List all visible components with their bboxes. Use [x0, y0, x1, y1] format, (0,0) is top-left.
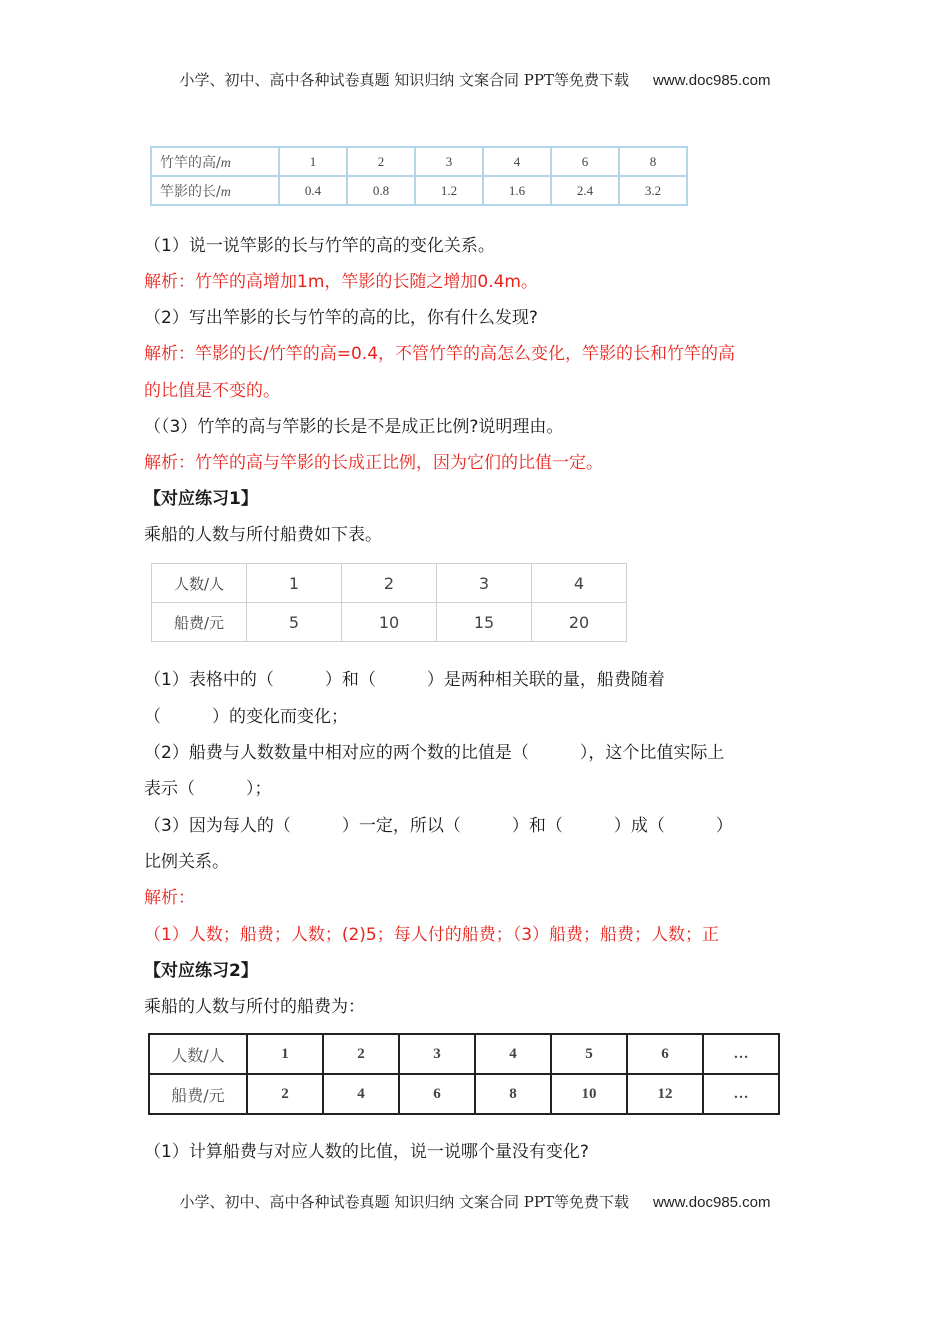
cell: …: [703, 1034, 779, 1074]
cell: 20: [532, 603, 627, 642]
exercise-2-q1: （1）计算船费与对应人数的比值，说一说哪个量没有变化?: [144, 1142, 589, 1162]
cell: 8: [619, 147, 687, 176]
cell: 1.6: [483, 176, 551, 205]
table-row: [149, 1074, 779, 1114]
table-row: [152, 603, 627, 642]
exercise-2-title: 【对应练习2】: [144, 961, 258, 981]
boat-fee-table-1: [151, 563, 627, 642]
question-3: （（3）竹竿的高与竿影的长是不是成正比例?说明理由。: [144, 417, 564, 437]
page-header: [0, 69, 950, 90]
footer-url[interactable]: www.doc985.com: [652, 1194, 771, 1211]
cell: 1.2: [415, 176, 483, 205]
row-label: 船费/元: [149, 1074, 247, 1114]
exercise-1-q2-line1: （2）船费与人数数量中相对应的两个数的比值是（ ），这个比值实际上: [144, 743, 725, 763]
cell: 4: [323, 1074, 399, 1114]
exercise-1-q1-line1: （1）表格中的（ ）和（ ）是两种相关联的量，船费随着: [144, 670, 665, 690]
row-label: 船费/元: [152, 603, 247, 642]
cell: 10: [342, 603, 437, 642]
table-row: [152, 564, 627, 603]
bamboo-table: [150, 146, 688, 206]
cell: 3.2: [619, 176, 687, 205]
exercise-2-intro: 乘船的人数与所付的船费为：: [144, 997, 365, 1017]
exercise-1-q1-line2: （ ）的变化而变化；: [144, 707, 348, 727]
question-1: （1）说一说竿影的长与竹竿的高的变化关系。: [144, 236, 495, 256]
cell: 15: [437, 603, 532, 642]
cell: 6: [399, 1074, 475, 1114]
header-url[interactable]: www.doc985.com: [652, 72, 771, 89]
cell: 2: [323, 1034, 399, 1074]
cell: 4: [532, 564, 627, 603]
table-row: [149, 1034, 779, 1074]
cell: 1: [247, 564, 342, 603]
exercise-1-title: 【对应练习1】: [144, 489, 258, 509]
cell: 0.8: [347, 176, 415, 205]
page-footer: [0, 1191, 950, 1212]
exercise-1-q3-line1: （3）因为每人的（ ）一定，所以（ ）和（ ）成（ ）: [144, 816, 733, 836]
cell: 0.4: [279, 176, 347, 205]
table-row: [151, 176, 687, 205]
answer-3: 解析：竹竿的高与竿影的长成正比例，因为它们的比值一定。: [144, 453, 603, 473]
cell: 6: [627, 1034, 703, 1074]
question-2: （2）写出竿影的长与竹竿的高的比，你有什么发现?: [144, 308, 538, 328]
exercise-1-q3-line2: 比例关系。: [144, 852, 229, 872]
cell: 2: [247, 1074, 323, 1114]
exercise-1-answer-label: 解析：: [144, 888, 195, 908]
cell: 3: [437, 564, 532, 603]
cell: 4: [475, 1034, 551, 1074]
row-label: 竹竿的高/m: [151, 147, 279, 176]
cell: 5: [247, 603, 342, 642]
cell: 3: [399, 1034, 475, 1074]
cell: 3: [415, 147, 483, 176]
table-row: [151, 147, 687, 176]
cell: 1: [247, 1034, 323, 1074]
cell: 2: [347, 147, 415, 176]
cell: 4: [483, 147, 551, 176]
row-label: 人数/人: [152, 564, 247, 603]
exercise-1-answer: （1）人数；船费；人数；(2)5；每人付的船费；（3）船费；船费；人数；正: [144, 925, 720, 945]
footer-text: 小学、初中、高中各种试卷真题 知识归纳 文案合同 PPT等免费下载: [179, 1193, 629, 1211]
cell: 6: [551, 147, 619, 176]
cell: 1: [279, 147, 347, 176]
answer-2-line1: 解析：竿影的长/竹竿的高=0.4，不管竹竿的高怎么变化，竿影的长和竹竿的高: [144, 344, 736, 364]
row-label: 人数/人: [149, 1034, 247, 1074]
cell: 2: [342, 564, 437, 603]
exercise-1-intro: 乘船的人数与所付船费如下表。: [144, 525, 382, 545]
cell: 5: [551, 1034, 627, 1074]
cell: 10: [551, 1074, 627, 1114]
row-label: 竿影的长/m: [151, 176, 279, 205]
cell: 2.4: [551, 176, 619, 205]
boat-fee-table-2: [148, 1033, 780, 1115]
header-text: 小学、初中、高中各种试卷真题 知识归纳 文案合同 PPT等免费下载: [179, 71, 629, 89]
answer-2-line2: 的比值是不变的。: [144, 381, 280, 401]
exercise-1-q2-line2: 表示（ ）；: [144, 779, 272, 799]
cell: …: [703, 1074, 779, 1114]
cell: 8: [475, 1074, 551, 1114]
answer-1: 解析：竹竿的高增加1m，竿影的长随之增加0.4m。: [144, 272, 538, 292]
cell: 12: [627, 1074, 703, 1114]
